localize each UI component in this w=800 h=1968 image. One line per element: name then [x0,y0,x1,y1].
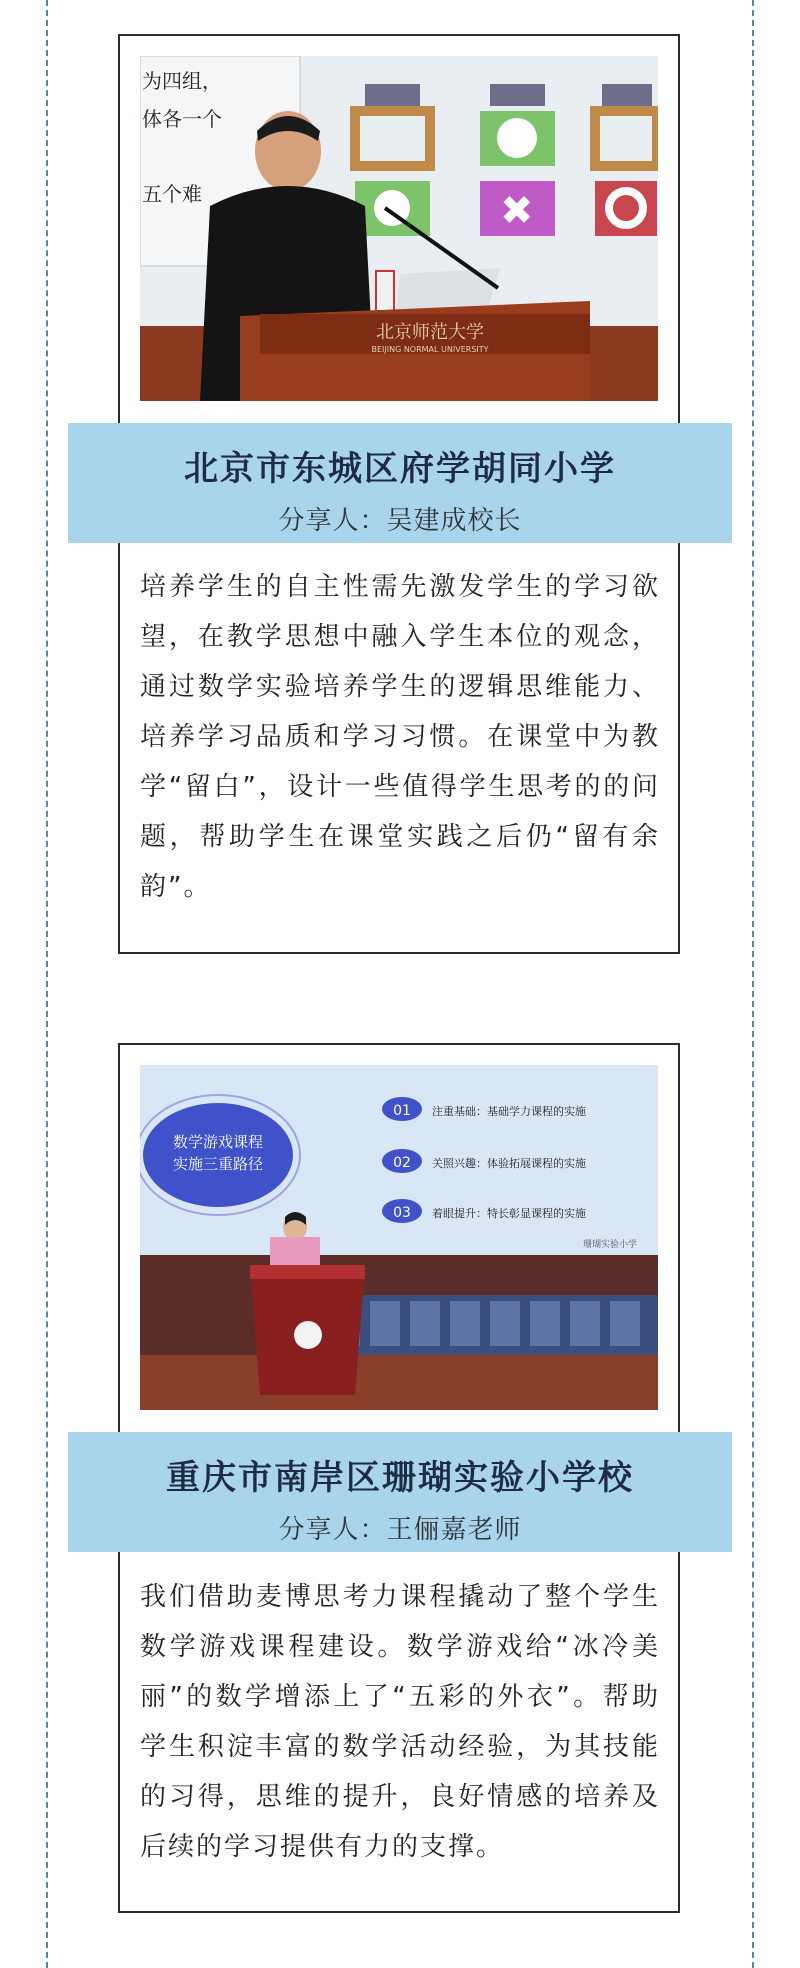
slide-text-line-1: 为四组， [142,69,222,93]
svg-text:01: 01 [393,1103,411,1119]
left-dashed-border [46,0,48,1968]
school-name: 北京市东城区府学胡同小学 [184,449,616,489]
school-name: 重庆市南岸区珊瑚实验小学校 [166,1458,634,1498]
school-band-1 [68,423,732,543]
slide-title-line-1: 数学游戏课程 [172,1133,264,1151]
description-paragraph: 我们借助麦博思考力课程撬动了整个学生数学游戏课程建设。数学游戏给“冰冷美丽”的数学增添上了“五彩的外衣”。帮助学生积淀丰富的数学活动经验，为其技能的习得，思维的提升，良好情感的培养及后续的学习提供有力的支撑。 [140,1582,660,1862]
slide-text-line-3: 五个难 [142,182,202,206]
svg-text:✖: ✖ [500,188,534,234]
sharer-name: 分享人：王俪嘉老师 [278,1515,522,1545]
school-band-2 [68,1432,732,1552]
podium-subtext: BEIJING NORMAL UNIVERSITY [371,345,489,354]
right-dashed-border [752,0,754,1968]
sharer-name: 分享人：吴建成校长 [278,506,522,536]
speaker-photo-2 [140,1065,658,1410]
podium-text: 北京师范大学 [376,322,484,343]
slide-text-line-2: 体各一个 [142,107,222,131]
slide-title-line-2: 实施三重路径 [172,1155,264,1173]
slide-footer: 珊瑚实验小学 [582,1240,638,1250]
speaker-photo-1 [140,56,658,401]
description-paragraph: 培养学生的自主性需先激发学生的学习欲望，在教学思想中融入学生本位的观念，通过数学实验培养学生的逻辑思维能力、培养学习品质和学习习惯。在课堂中为教学“留白”，设计一些值得学生思考的的问题，帮助学生在课堂实践之后仍“留有余韵”。 [140,572,660,902]
svg-text:02: 02 [393,1155,411,1171]
svg-text:注重基础：基础学力课程的实施: 注重基础：基础学力课程的实施 [432,1105,586,1118]
svg-text:03: 03 [393,1205,411,1221]
svg-text:关照兴趣：体验拓展课程的实施: 关照兴趣：体验拓展课程的实施 [432,1157,586,1170]
svg-text:着眼提升：特长彰显课程的实施: 着眼提升：特长彰显课程的实施 [432,1207,586,1220]
